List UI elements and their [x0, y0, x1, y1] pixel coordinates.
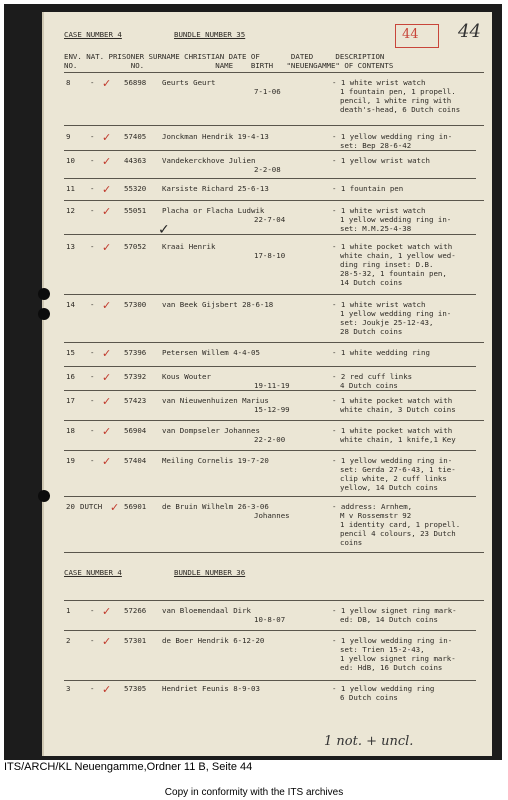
nationality: DUTCH — [80, 502, 103, 511]
nationality: - — [90, 456, 95, 465]
prisoner-name: de Boer Hendrik 6-12-20 — [162, 636, 265, 645]
contents-line: - 1 white pocket watch with — [332, 426, 453, 435]
env-number: 8 — [66, 78, 71, 87]
prisoner-name: Kraai Henrik — [162, 242, 216, 251]
contents-line: white chain, 1 knife,1 Key — [340, 435, 456, 444]
red-check-mark: ✓ — [102, 371, 112, 384]
red-check-mark: ✓ — [102, 155, 112, 168]
prisoner-name: Kous Wouter — [162, 372, 211, 381]
column-header-row2: NO. NO. NAME BIRTH "NEUENGAMME" OF CONTENTS — [64, 61, 394, 70]
prisoner-name: Vandekerckhove Julien — [162, 156, 256, 165]
row-rule — [64, 390, 476, 391]
red-check-mark: ✓ — [110, 501, 120, 514]
row-rule — [64, 178, 476, 179]
contents-line: 1 yellow wedding ring in- — [340, 215, 452, 224]
env-number: 3 — [66, 684, 71, 693]
birth-date: Johannes — [254, 511, 290, 520]
contents-line: - 1 white wrist watch — [332, 300, 426, 309]
prisoner-name: de Bruin Wilhelm 26-3-06 — [162, 502, 269, 511]
punch-hole — [38, 490, 50, 502]
contents-line: - 1 yellow wrist watch — [332, 156, 430, 165]
nationality: - — [90, 684, 95, 693]
contents-line: 28 Dutch coins — [340, 327, 403, 336]
nationality: - — [90, 606, 95, 615]
row-rule — [64, 294, 476, 295]
contents-line: ed: DB, 14 Dutch coins — [340, 615, 438, 624]
birth-date: 10-8-07 — [254, 615, 286, 624]
prisoner-number: 57052 — [124, 242, 147, 251]
contents-line: - 1 white wrist watch — [332, 206, 426, 215]
contents-line: death's-head, 6 Dutch coins — [340, 105, 461, 114]
bundle-label: BUNDLE NUMBER 35 — [174, 30, 246, 39]
env-number: 16 — [66, 372, 75, 381]
prisoner-number: 57405 — [124, 132, 147, 141]
prisoner-number: 57266 — [124, 606, 147, 615]
prisoner-number: 56904 — [124, 426, 147, 435]
contents-line: 14 Dutch coins — [340, 278, 403, 287]
contents-line: - address: Arnhem, — [332, 502, 413, 511]
prisoner-number: 55320 — [124, 184, 147, 193]
handwritten-note: 1 not. + uncl. — [324, 734, 414, 749]
env-number: 2 — [66, 636, 71, 645]
row-rule — [64, 366, 476, 367]
nationality: - — [90, 396, 95, 405]
env-number: 15 — [66, 348, 75, 357]
contents-line: pencil, 1 white ring with — [340, 96, 452, 105]
env-number: 14 — [66, 300, 75, 309]
nationality: - — [90, 206, 95, 215]
prisoner-name: van Beek Gijsbert 28-6-18 — [162, 300, 274, 309]
contents-line: set: Gerda 27-6-43, 1 tie- — [340, 465, 456, 474]
prisoner-number: 57404 — [124, 456, 147, 465]
nationality: - — [90, 78, 95, 87]
row-rule — [64, 125, 484, 126]
red-check-mark: ✓ — [102, 605, 112, 618]
column-header-row1: ENV. NAT. PRISONER SURNAME CHRISTIAN DATE OF DATED DESCRIPTION — [64, 52, 385, 61]
red-check-mark: ✓ — [102, 395, 112, 408]
env-number: 19 — [66, 456, 75, 465]
row-rule — [64, 420, 484, 421]
env-number: 9 — [66, 132, 71, 141]
red-check-mark: ✓ — [102, 205, 112, 218]
red-check-mark: ✓ — [102, 683, 112, 696]
punch-hole — [38, 288, 50, 300]
red-check-mark: ✓ — [102, 131, 112, 144]
birth-date: 7-1-06 — [254, 87, 281, 96]
contents-line: set: Joukje 25-12-43, — [340, 318, 434, 327]
contents-line: white chain, 1 yellow wed- — [340, 251, 456, 260]
nationality: - — [90, 184, 95, 193]
prisoner-name: van Nieuwenhuizen Marius — [162, 396, 269, 405]
env-number: 11 — [66, 184, 75, 193]
conformity-caption: Copy in conformity with the ITS archives — [164, 787, 344, 798]
row-rule — [64, 342, 484, 343]
contents-line: - 1 yellow wedding ring in- — [332, 456, 453, 465]
case-label-2: CASE NUMBER 4 — [64, 568, 122, 577]
contents-line: 6 Dutch coins — [340, 693, 398, 702]
contents-line: - 1 white wrist watch — [332, 78, 426, 87]
bundle-label-2: BUNDLE NUMBER 36 — [174, 568, 246, 577]
contents-line: 1 fountain pen, 1 propell. — [340, 87, 456, 96]
env-number: 1 — [66, 606, 71, 615]
contents-line: 1 yellow signet ring mark- — [340, 654, 456, 663]
prisoner-name: Geurts Geurt — [162, 78, 216, 87]
red-check-mark: ✓ — [102, 347, 112, 360]
red-check-mark: ✓ — [102, 455, 112, 468]
red-check-mark: ✓ — [102, 77, 112, 90]
contents-line: 28-5-32, 1 fountain pen, — [340, 269, 447, 278]
prisoner-number: 56901 — [124, 502, 147, 511]
prisoner-name: Karsiste Richard 25-6-13 — [162, 184, 269, 193]
birth-date: 22-7-04 — [254, 215, 286, 224]
contents-line: - 1 yellow wedding ring in- — [332, 636, 453, 645]
nationality: - — [90, 348, 95, 357]
row-rule — [64, 552, 484, 553]
nationality: - — [90, 242, 95, 251]
birth-date: 15-12-99 — [254, 405, 290, 414]
row-rule — [64, 450, 476, 451]
red-check-mark: ✓ — [102, 635, 112, 648]
contents-line: set: Bep 28-6-42 — [340, 141, 412, 150]
contents-line: - 1 yellow signet ring mark- — [332, 606, 457, 615]
nationality: - — [90, 300, 95, 309]
prisoner-number: 55051 — [124, 206, 147, 215]
contents-line: 1 identity card, 1 propell. — [340, 520, 461, 529]
env-number: 10 — [66, 156, 75, 165]
red-check-mark: ✓ — [102, 299, 112, 312]
prisoner-number: 57305 — [124, 684, 147, 693]
row-rule — [64, 630, 476, 631]
env-number: 20 — [66, 502, 75, 511]
contents-line: 4 Dutch coins — [340, 381, 398, 390]
red-check-mark: ✓ — [102, 241, 112, 254]
prisoner-name: Petersen Willem 4-4-05 — [162, 348, 260, 357]
contents-line: - 1 yellow wedding ring in- — [332, 132, 453, 141]
check-mark: ✓ — [158, 222, 170, 238]
nationality: - — [90, 156, 95, 165]
contents-line: yellow, 14 Dutch coins — [340, 483, 438, 492]
scanned-document — [4, 4, 502, 760]
prisoner-name: van Dompseler Johannes — [162, 426, 260, 435]
prisoner-name: Jonckman Hendrik 19-4-13 — [162, 132, 269, 141]
prisoner-name: Meiling Cornelis 19-7-20 — [162, 456, 269, 465]
prisoner-name: van Bloemendaal Dirk — [162, 606, 251, 615]
prisoner-number: 57396 — [124, 348, 147, 357]
header-rule — [64, 72, 484, 73]
red-check-mark: ✓ — [102, 425, 112, 438]
nationality: - — [90, 426, 95, 435]
page-number: 44 — [458, 21, 481, 42]
prisoner-number: 57301 — [124, 636, 147, 645]
contents-line: set: M.M.25-4-38 — [340, 224, 412, 233]
contents-line: - 1 white wedding ring — [332, 348, 430, 357]
row-rule — [64, 150, 476, 151]
case-label: CASE NUMBER 4 — [64, 30, 122, 39]
env-number: 17 — [66, 396, 75, 405]
source-caption: ITS/ARCH/KL Neuengamme,Ordner 11 B, Seite 44 — [4, 761, 253, 773]
prisoner-number: 57300 — [124, 300, 147, 309]
contents-line: 1 yellow wedding ring in- — [340, 309, 452, 318]
contents-line: ding ring inset: D.B. — [340, 260, 434, 269]
contents-line: set: Trien 15-2-43, — [340, 645, 425, 654]
contents-line: M v Rossemstr 92 — [340, 511, 412, 520]
contents-line: pencil 4 colours, 23 Dutch — [340, 529, 456, 538]
document-page — [42, 12, 492, 756]
row-rule — [64, 600, 484, 601]
contents-line: - 1 white pocket watch with — [332, 242, 453, 251]
env-number: 18 — [66, 426, 75, 435]
contents-line: ed: HdB, 16 Dutch coins — [340, 663, 443, 672]
contents-line: - 2 red cuff links — [332, 372, 413, 381]
contents-line: - 1 fountain pen — [332, 184, 404, 193]
birth-date: 2-2-08 — [254, 165, 281, 174]
red-check-mark: ✓ — [102, 183, 112, 196]
nationality: - — [90, 132, 95, 141]
nationality: - — [90, 372, 95, 381]
contents-line: coins — [340, 538, 363, 547]
env-number: 13 — [66, 242, 75, 251]
prisoner-name: Hendriet Feunis 8-9-03 — [162, 684, 260, 693]
prisoner-number: 57392 — [124, 372, 147, 381]
birth-date: 19-11-19 — [254, 381, 290, 390]
contents-line: - 1 yellow wedding ring — [332, 684, 435, 693]
row-rule — [64, 680, 476, 681]
contents-line: white chain, 3 Dutch coins — [340, 405, 456, 414]
row-rule — [64, 234, 476, 235]
prisoner-number: 44363 — [124, 156, 147, 165]
page-box: 44 — [395, 24, 439, 48]
contents-line: clip white, 2 cuff links — [340, 474, 447, 483]
contents-line: - 1 white pocket watch with — [332, 396, 453, 405]
row-rule — [64, 200, 484, 201]
punch-hole — [38, 308, 50, 320]
row-rule — [64, 496, 476, 497]
birth-date: 22-2-00 — [254, 435, 286, 444]
birth-date: 17-8-10 — [254, 251, 286, 260]
prisoner-number: 57423 — [124, 396, 147, 405]
prisoner-name: Placha or Flacha Ludwik — [162, 206, 265, 215]
env-number: 12 — [66, 206, 75, 215]
nationality: - — [90, 636, 95, 645]
prisoner-number: 56898 — [124, 78, 147, 87]
